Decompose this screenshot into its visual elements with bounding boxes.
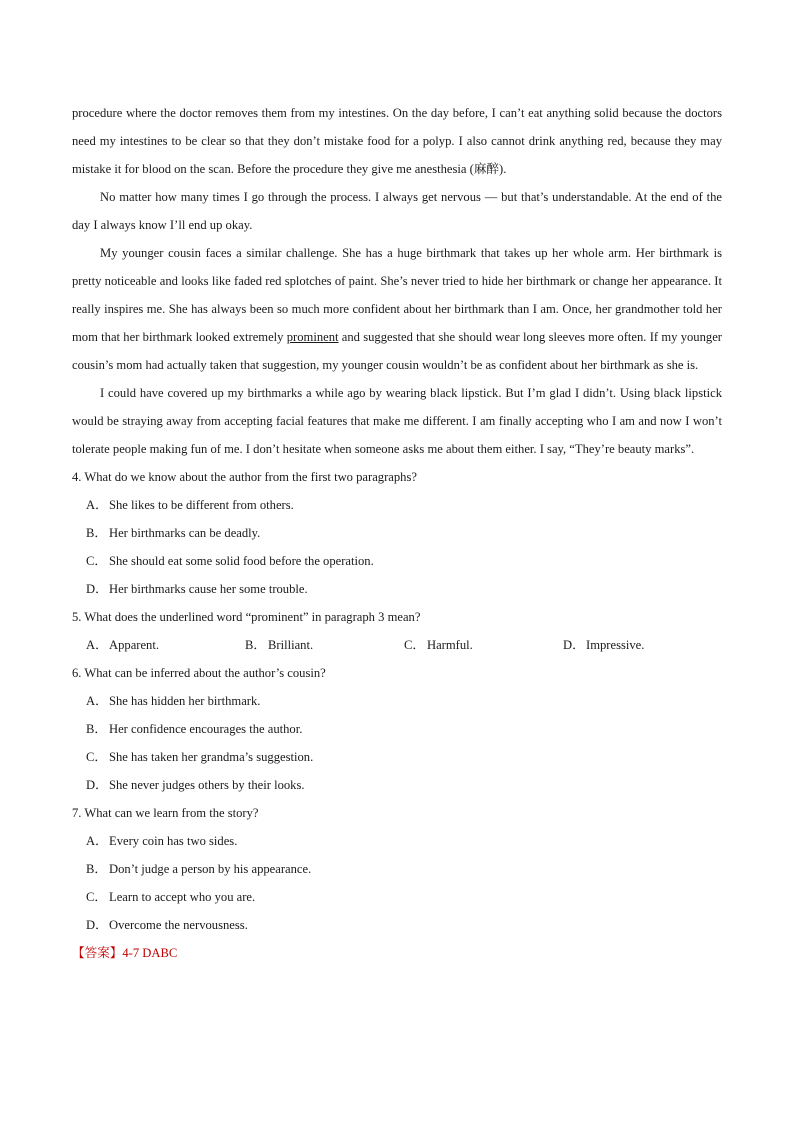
option-text: Impressive.	[586, 638, 645, 652]
option-text: She should eat some solid food before the operation.	[109, 554, 374, 568]
option-text: Harmful.	[427, 638, 473, 652]
paragraph-3-text-before: My younger cousin faces a similar challenge. She has a huge birthmark that takes up her whole arm. Her birthmark is pretty noticeable and looks like faded red splotches of paint. She’s never tried to hide her birthmark or change her appearance. It really inspires me. She has always been so much more confident about her birthmark than I am. Once, her grandmother told her mom that her birthmark looked extremely	[72, 246, 722, 344]
option-letter: C．	[404, 638, 425, 652]
question-5	[72, 603, 722, 659]
option-b	[72, 519, 722, 547]
option-letter: D．	[86, 582, 108, 596]
question-stem: 5. What does the underlined word “prominent” in paragraph 3 mean?	[72, 610, 421, 624]
paragraph-3-text-after: and suggested that she should wear long sleeves more often. If my younger cousin’s mom had actually taken that suggestion, my younger cousin wouldn’t be as confident about her birthmark as she is.	[72, 330, 722, 372]
option-letter: A．	[86, 694, 108, 708]
option-letter: A．	[86, 638, 108, 652]
option-row	[72, 631, 722, 659]
option-letter: C．	[86, 890, 107, 904]
option-text: Don’t judge a person by his appearance.	[109, 862, 312, 876]
underlined-word-prominent: prominent	[286, 330, 339, 344]
option-b	[72, 855, 722, 883]
question-stem: 7. What can we learn from the story?	[72, 806, 259, 820]
option-d	[72, 575, 722, 603]
option-d	[72, 911, 722, 939]
option-c	[72, 883, 722, 911]
option-text: Overcome the nervousness.	[109, 918, 248, 932]
option-text: She has hidden her birthmark.	[109, 694, 261, 708]
option-b	[72, 715, 722, 743]
passage-paragraph-4: I could have covered up my birthmarks a while ago by wearing black lipstick. But I’m glad I didn’t. Using black lipstick would be straying away from accepting facial features that make me different. I am finally accepting who I am and now I won’t tolerate people making fun of me. I don’t hesitate when someone asks me about them either. I say, “They’re beauty marks”.	[72, 386, 722, 456]
question-stem: 4. What do we know about the author from the first two paragraphs?	[72, 470, 417, 484]
option-c	[404, 631, 563, 659]
option-text: Brilliant.	[268, 638, 314, 652]
option-letter: B．	[86, 862, 107, 876]
question-6	[72, 659, 722, 799]
document-page	[72, 99, 722, 967]
option-text: Every coin has two sides.	[109, 834, 238, 848]
question-7	[72, 799, 722, 939]
option-b	[245, 631, 404, 659]
option-text: Learn to accept who you are.	[109, 890, 256, 904]
option-letter: D．	[563, 638, 585, 652]
option-letter: A．	[86, 834, 108, 848]
passage-paragraph-1: procedure where the doctor removes them from my intestines. On the day before, I can’t eat anything solid because the doctors need my intestines to be clear so that they don’t mistake food for a polyp. I also cannot drink anything red, because they may mistake it for blood on the scan. Before the procedure they give me anesthesia (麻醉).	[72, 106, 722, 176]
option-letter: C．	[86, 554, 107, 568]
option-a	[86, 631, 245, 659]
answer-key: 【答案】4-7 DABC	[72, 946, 178, 960]
option-letter: B．	[245, 638, 266, 652]
passage-paragraph-3	[72, 239, 722, 379]
option-a	[72, 827, 722, 855]
question-stem: 6. What can be inferred about the author’s cousin?	[72, 666, 326, 680]
option-letter: C．	[86, 750, 107, 764]
option-letter: D．	[86, 918, 108, 932]
option-a	[72, 687, 722, 715]
option-text: Apparent.	[109, 638, 160, 652]
option-d	[72, 771, 722, 799]
option-c	[72, 743, 722, 771]
passage-paragraph-2: No matter how many times I go through the process. I always get nervous — but that’s understandable. At the end of the day I always know I’ll end up okay.	[72, 190, 722, 232]
option-text: Her birthmarks can be deadly.	[109, 526, 261, 540]
option-text: She never judges others by their looks.	[109, 778, 305, 792]
option-text: Her confidence encourages the author.	[109, 722, 303, 736]
option-text: She has taken her grandma’s suggestion.	[109, 750, 314, 764]
option-letter: D．	[86, 778, 108, 792]
option-letter: A．	[86, 498, 108, 512]
option-d	[563, 631, 722, 659]
option-c	[72, 547, 722, 575]
option-a	[72, 491, 722, 519]
option-text: She likes to be different from others.	[109, 498, 294, 512]
question-4	[72, 463, 722, 603]
option-letter: B．	[86, 722, 107, 736]
option-text: Her birthmarks cause her some trouble.	[109, 582, 308, 596]
option-letter: B．	[86, 526, 107, 540]
